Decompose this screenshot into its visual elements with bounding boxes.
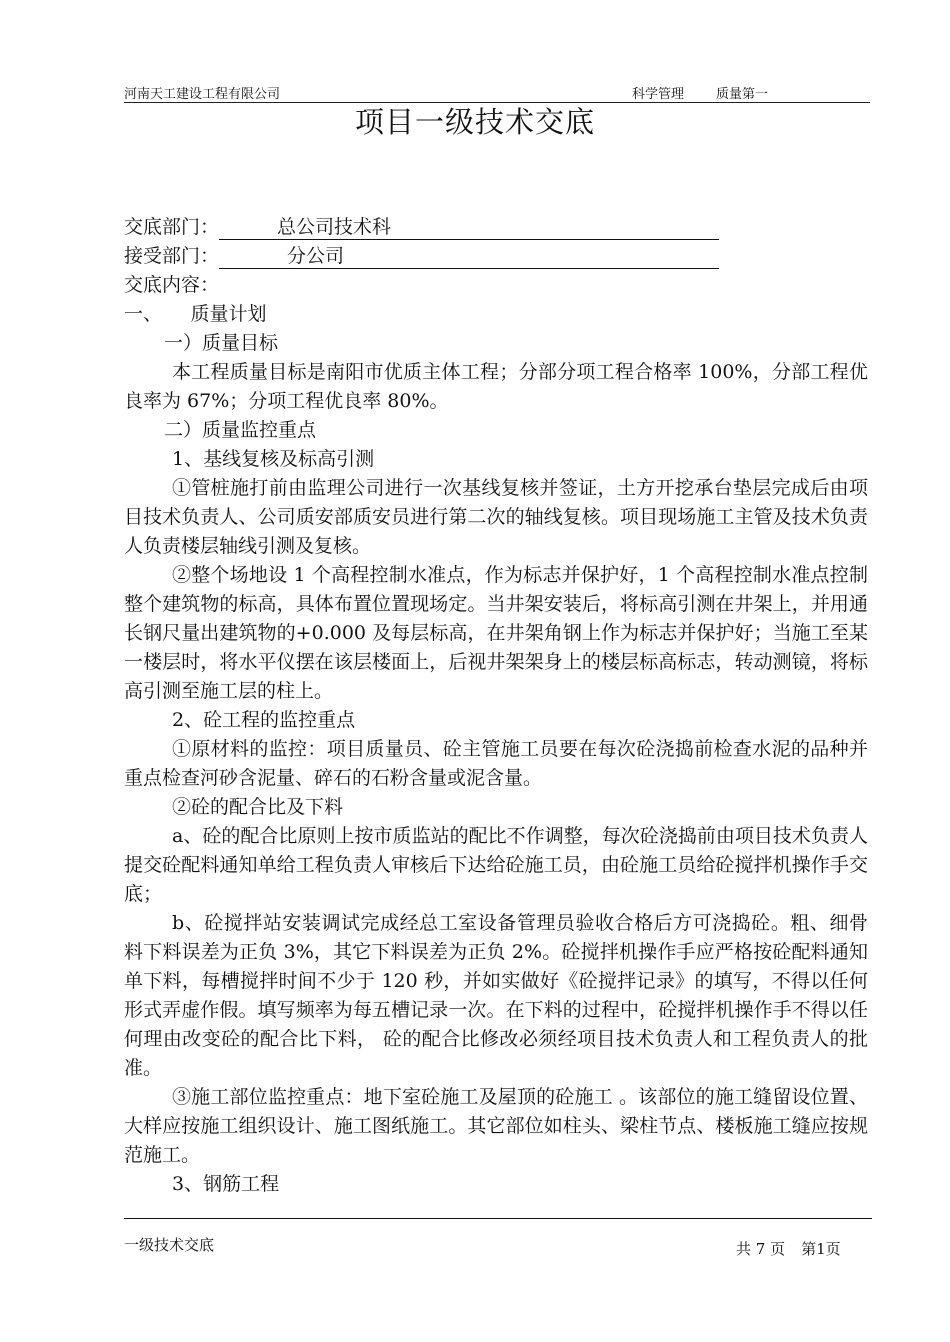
recv-label: 接受部门： (124, 245, 220, 267)
paragraph-mix-a: a、砼的配合比原则上按市质监站的配比不作调整，每次砼浇捣前由项目技术负责人提交砼配料通知单给工程负责人审核后下达给砼施工员，由砼施工员给砼搅拌机操作手交底； (124, 825, 868, 905)
paragraph-mix-b: b、砼搅拌站安装调试完成经总工室设备管理员验收合格后方可浇捣砼。粗、细骨料下料误差为正负 3%，其它下料误差为正负 2%。砼搅拌机操作手应严格按砼配料通知单下料，每槽搅拌时间不少于 120 秒，并如实做好《砼搅拌记录》的填写，不得以任何形式弄虚作假。填写频率为每五槽记录一次。在下料的过程中，砼搅拌机操作手不得以任何理由改变砼的配合比下料， 砼的配合比修改必须经项目技术负责人和工程负责人的批准。 (124, 912, 868, 1079)
recv-field (124, 242, 868, 271)
paragraph-elevation: ②整个场地设 1 个高程控制水准点，作为标志并保护好，1 个高程控制水准点控制整个建筑物的标高，具体布置位置现场定。当井架安装后，将标高引测在井架上，并用通长钢尺量出建筑物的+0.000 及每层标高，在井架角钢上作为标志并保护好；当施工至某一楼层时，将水平仪摆在该层楼面上，后视井架架身上的楼层标高标志，转动测镜，将标高引测至施工层的柱上。 (124, 564, 868, 702)
company-name: 河南天工建设工程有限公司 (124, 87, 281, 102)
subheading-monitoring: 二）质量监控重点 (164, 419, 317, 441)
document-title: 项目一级技术交底 (354, 105, 595, 139)
footer-doc-name: 一级技术交底 (124, 1236, 215, 1254)
paragraph-construction-parts: ③施工部位监控重点：地下室砼施工及屋顶的砼施工 。该部位的施工缝留设位置、大样应按施工组织设计、施工图纸施工。其它部位如柱头、梁柱节点、楼板施工缝应按规范施工。 (124, 1086, 868, 1166)
slogan-science: 科学管理 (632, 87, 685, 102)
paragraph-materials: ①原材料的监控：项目质量员、砼主管施工员要在每次砼浇捣前检查水泥的品种并重点检查河砂含泥量、碎石的石粉含量或泥含量。 (124, 738, 868, 789)
section-heading: 一、 质量计划 (124, 303, 267, 325)
dept-label: 交底部门： (124, 216, 220, 238)
page-counter (736, 1238, 841, 1259)
document-body (124, 213, 868, 1199)
footer-divider (124, 1218, 872, 1219)
total-pages: 共 7 页 (736, 1240, 786, 1258)
item-baseline: 1、基线复核及标高引测 (172, 448, 375, 470)
dept-field (124, 213, 868, 242)
paragraph-baseline-check: ①管桩施打前由监理公司进行一次基线复核并签证，土方开挖承台垫层完成后由项目技术负责人、公司质安部质安员进行第二次的轴线复核。项目现场施工主管及技术负责人负责楼层轴线引测及复核。 (124, 477, 868, 557)
slogan-quality: 质量第一 (716, 87, 769, 102)
item-mix-ratio: ②砼的配合比及下料 (172, 796, 344, 818)
paragraph-quality-goal: 本工程质量目标是南阳市优质主体工程；分部分项工程合格率 100%，分部工程优良率为 67%；分项工程优良率 80%。 (124, 361, 868, 412)
recv-value: 分公司 (219, 242, 719, 269)
content-label: 交底内容： (124, 274, 220, 296)
item-concrete: 2、砼工程的监控重点 (172, 709, 356, 731)
dept-value: 总公司技术科 (219, 213, 719, 240)
current-page: 第1页 (801, 1240, 841, 1258)
item-rebar: 3、钢筋工程 (172, 1173, 280, 1195)
subheading-quality-goal: 一）质量目标 (164, 332, 279, 354)
